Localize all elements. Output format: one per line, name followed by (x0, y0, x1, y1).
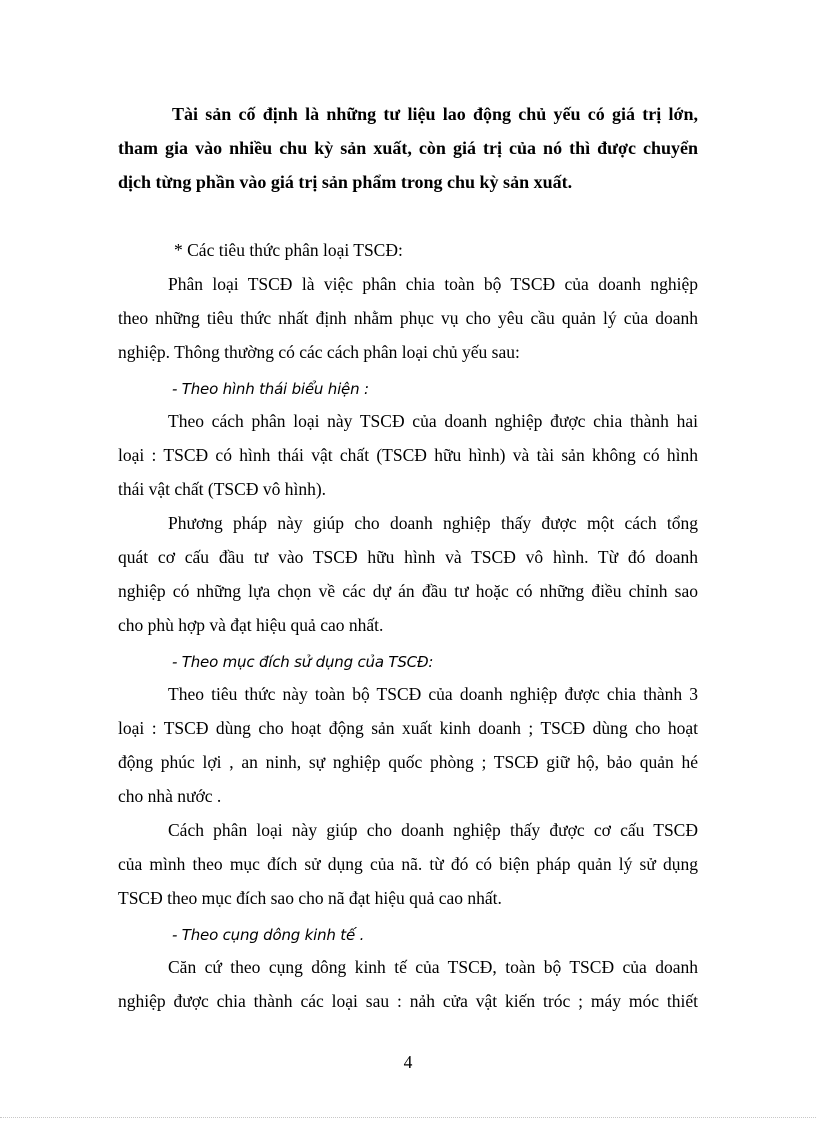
by-purpose-para2-line-2: của mình theo mục đích sử dụng của nã. từ đó có biện pháp quản lý sử dụng (118, 854, 698, 874)
classification-intro-line-3: nghiệp. Thông thường có các cách phân loại chủ yếu sau: (118, 342, 520, 362)
by-purpose-para1-line-3: động phúc lợi , an ninh, sự nghiệp quốc phòng ; TSCĐ giữ hộ, bảo quản hé (118, 752, 698, 772)
classification-heading: * Các tiêu thức phân loại TSCĐ: (174, 240, 403, 260)
page-number: 4 (403, 1052, 413, 1072)
by-purpose-para1-line-2: loại : TSCĐ dùng cho hoạt động sản xuất kinh doanh ; TSCĐ dùng cho hoạt (118, 718, 698, 738)
by-economic-use-para1-line-2: nghiệp được chia thành các loại sau : nảh cửa vật kiến tróc ; máy móc thiết (118, 991, 698, 1011)
by-economic-use-heading: - Theo cụng dông kinh tế . (172, 926, 365, 944)
by-purpose-para1-line-1: Theo tiêu thức này toàn bộ TSCĐ của doanh nghiệp được chia thành 3 (168, 684, 698, 704)
by-form-para2-line-1: Phương pháp này giúp cho doanh nghiệp thấy được một cách tổng (168, 513, 698, 533)
by-purpose-para1-line-4: cho nhà nước . (118, 786, 222, 806)
by-purpose-para2-line-1: Cách phân loại này giúp cho doanh nghiệp thấy được cơ cấu TSCĐ (168, 820, 698, 840)
classification-intro-line-1: Phân loại TSCĐ là việc phân chia toàn bộ TSCĐ của doanh nghiệp (168, 274, 698, 294)
by-purpose-para2-line-3: TSCĐ theo mục đích sao cho nã đạt hiệu quả cao nhất. (118, 888, 502, 908)
by-form-para2-line-2: quát cơ cấu đầu tư vào TSCĐ hữu hình và TSCĐ vô hình. Từ đó doanh (118, 547, 698, 567)
by-form-para2-line-4: cho phù hợp và đạt hiệu quả cao nhất. (118, 615, 384, 635)
page-bottom-divider (0, 1117, 816, 1118)
classification-intro-line-2: theo những tiêu thức nhất định nhằm phục vụ cho yêu cầu quản lý của doanh (118, 308, 698, 328)
by-form-para1-line-3: thái vật chất (TSCĐ vô hình). (118, 479, 327, 499)
definition-line-2: tham gia vào nhiều chu kỳ sản xuất, còn giá trị của nó thì được chuyển (118, 138, 698, 158)
by-form-heading: - Theo hình thái biểu hiện : (172, 380, 369, 398)
by-form-para2-line-3: nghiệp có những lựa chọn về các dự án đầu tư hoặc có những điều chỉnh sao (118, 581, 698, 601)
by-purpose-heading: - Theo mục đích sử dụng của TSCĐ: (172, 653, 434, 671)
by-form-para1-line-2: loại : TSCĐ có hình thái vật chất (TSCĐ hữu hình) và tài sản không có hình (118, 445, 698, 465)
by-form-para1-line-1: Theo cách phân loại này TSCĐ của doanh nghiệp được chia thành hai (168, 411, 698, 431)
definition-line-3: dịch từng phần vào giá trị sản phẩm trong chu kỳ sản xuất. (118, 172, 573, 192)
definition-line-1: Tài sản cố định là những tư liệu lao động chủ yếu có giá trị lớn, (172, 104, 698, 124)
by-economic-use-para1-line-1: Căn cứ theo cụng dông kinh tế của TSCĐ, toàn bộ TSCĐ của doanh (168, 957, 698, 977)
